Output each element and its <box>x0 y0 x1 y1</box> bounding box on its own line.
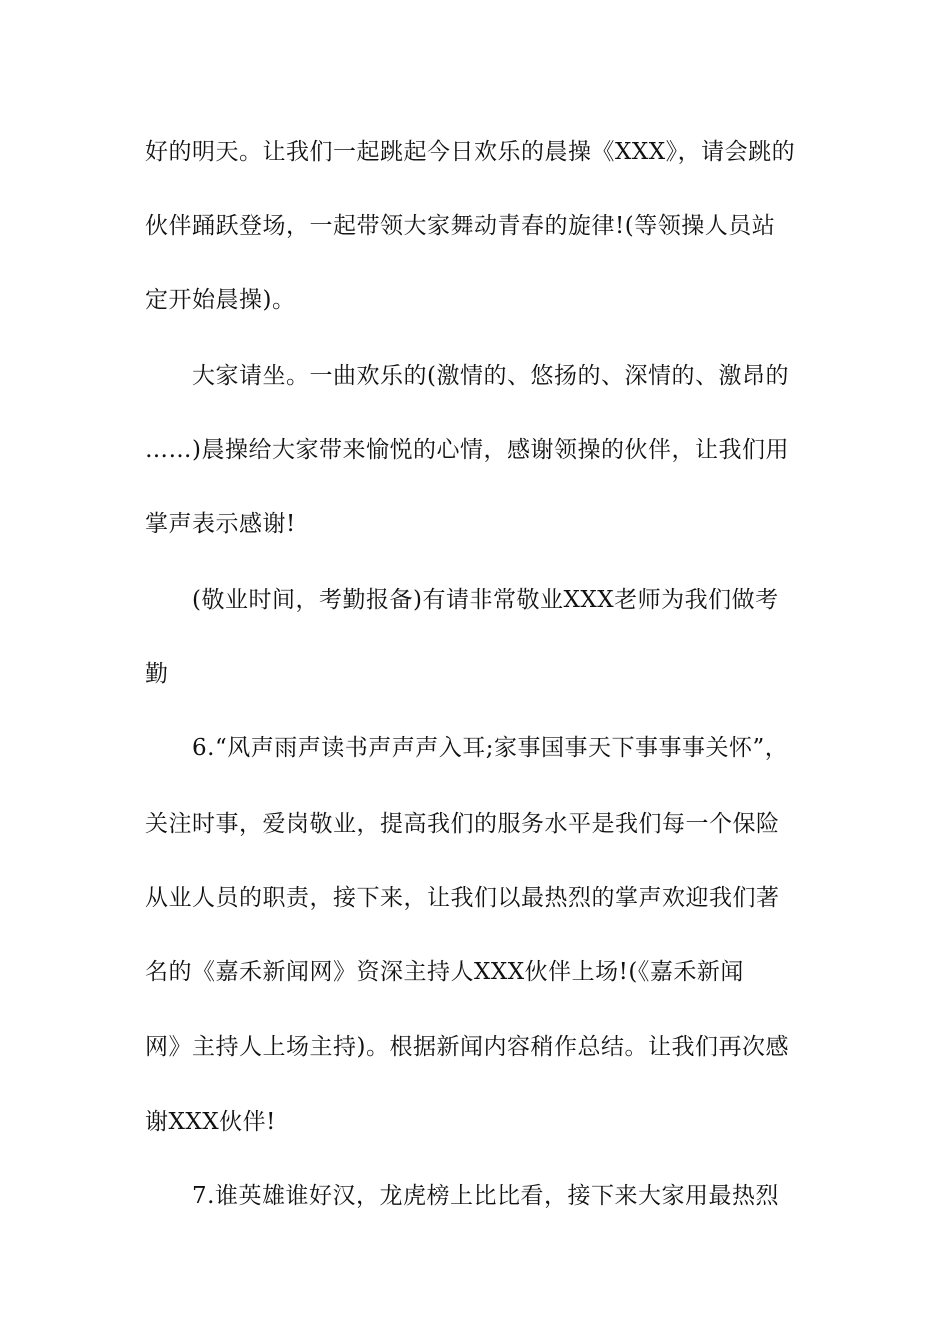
text-line: 从业人员的职责，接下来，让我们以最热烈的掌声欢迎我们著 <box>145 885 780 911</box>
text-line: 掌声表示感谢! <box>145 511 296 537</box>
text-line: 好的明天。让我们一起跳起今日欢乐的晨操《XXX》，请会跳的 <box>145 139 796 165</box>
text-line: 勤 <box>145 661 169 687</box>
paragraph-start-line: 6.“风声雨声读书声声声入耳;家事国事天下事事事关怀”， <box>192 735 789 761</box>
text-line: ……)晨操给大家带来愉悦的心情，感谢领操的伙伴，让我们用 <box>145 437 789 463</box>
paragraph-start-line: 大家请坐。一曲欢乐的(激情的、悠扬的、深情的、激昂的 <box>192 363 789 389</box>
text-line: 名的《嘉禾新闻网》资深主持人XXX伙伴上场!(《嘉禾新闻 <box>145 959 744 985</box>
text-line: 网》主持人上场主持)。根据新闻内容稍作总结。让我们再次感 <box>145 1034 789 1060</box>
paragraph-start-line: 7.谁英雄谁好汉，龙虎榜上比比看，接下来大家用最热烈 <box>192 1183 779 1209</box>
text-line: 关注时事，爱岗敬业，提高我们的服务水平是我们每一个保险 <box>145 811 780 837</box>
text-line: 伙伴踊跃登场，一起带领大家舞动青春的旋律!(等领操人员站 <box>145 213 776 239</box>
text-line: 谢XXX伙伴! <box>145 1109 276 1135</box>
text-line: 定开始晨操)。 <box>145 287 296 313</box>
paragraph-start-line: (敬业时间，考勤报备)有请非常敬业XXX老师为我们做考 <box>192 587 779 613</box>
